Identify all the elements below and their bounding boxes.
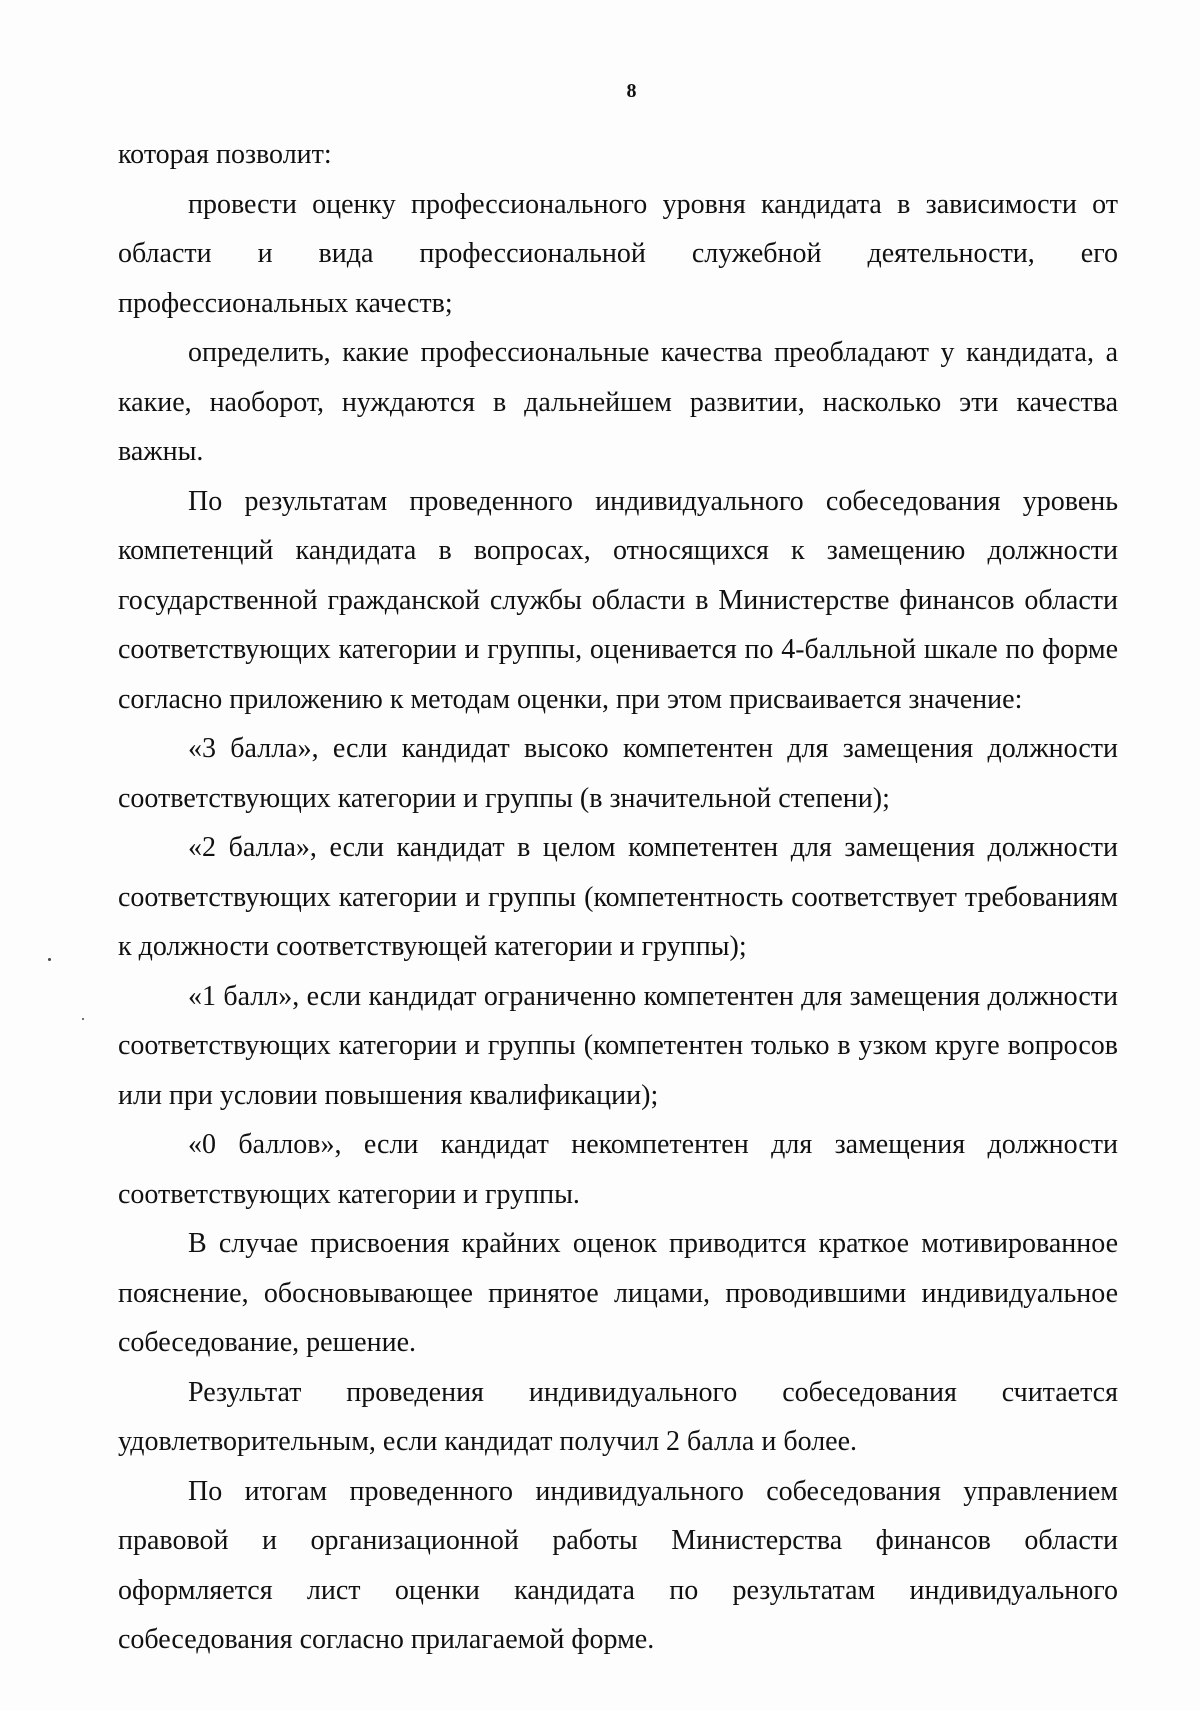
paragraph-determine-qualities: определить, какие профессиональные качества преобладают у кандидата, а какие, наоборот, нуждаются в дальнейшем развитии, насколько эти качества важны.: [118, 337, 1118, 467]
document-body: [118, 130, 1118, 1665]
page-number: 8: [626, 80, 637, 102]
paragraph-extreme-scores: В случае присвоения крайних оценок приводится краткое мотивированное пояснение, обосновывающее принятое лицами, проводившими индивидуальное собеседование, решение.: [118, 1228, 1118, 1358]
paragraph-score-1: «1 балл», если кандидат ограниченно компетентен для замещения должности соответствующих категории и группы (компетентен только в узком круге вопросов или при условии повышения квалификации);: [118, 980, 1118, 1111]
paragraph-evaluation-sheet: По итогам проведенного индивидуального собеседования управлением правовой и организационной работы Министерства финансов области оформляется лист оценки кандидата по результатам индивидуального собеседования согласно прилагаемой форме.: [118, 1475, 1118, 1655]
paragraph-intro: которая позволит:: [118, 139, 332, 170]
scan-speck: [82, 1018, 84, 1020]
scan-speck: [48, 958, 51, 961]
paragraph-score-3: «3 балла», если кандидат высоко компетентен для замещения должности соответствующих категории и группы (в значительной степени);: [118, 733, 1118, 814]
paragraph-score-0: «0 баллов», если кандидат некомпетентен для замещения должности соответствующих категории и группы.: [118, 1129, 1118, 1210]
paragraph-results-scale: По результатам проведенного индивидуального собеседования уровень компетенций кандидата в вопросах, относящихся к замещению должности государственной гражданской службы области в Министерстве финансов области соответствующих категории и группы, оценивается по 4-балльной шкале по форме согласно приложению к методам оценки, при этом присваивается значение:: [118, 485, 1118, 715]
paragraph-score-2: «2 балла», если кандидат в целом компетентен для замещения должности соответствующих категории и группы (компетентность соответствует требованиям к должности соответствующей категории и группы);: [118, 832, 1118, 962]
paragraph-satisfactory-result: Результат проведения индивидуального собеседования считается удовлетворительным, если кандидат получил 2 балла и более.: [118, 1376, 1118, 1457]
paragraph-assess-level: провести оценку профессионального уровня кандидата в зависимости от области и вида профессиональной служебной деятельности, его профессиональных качеств;: [118, 188, 1118, 319]
